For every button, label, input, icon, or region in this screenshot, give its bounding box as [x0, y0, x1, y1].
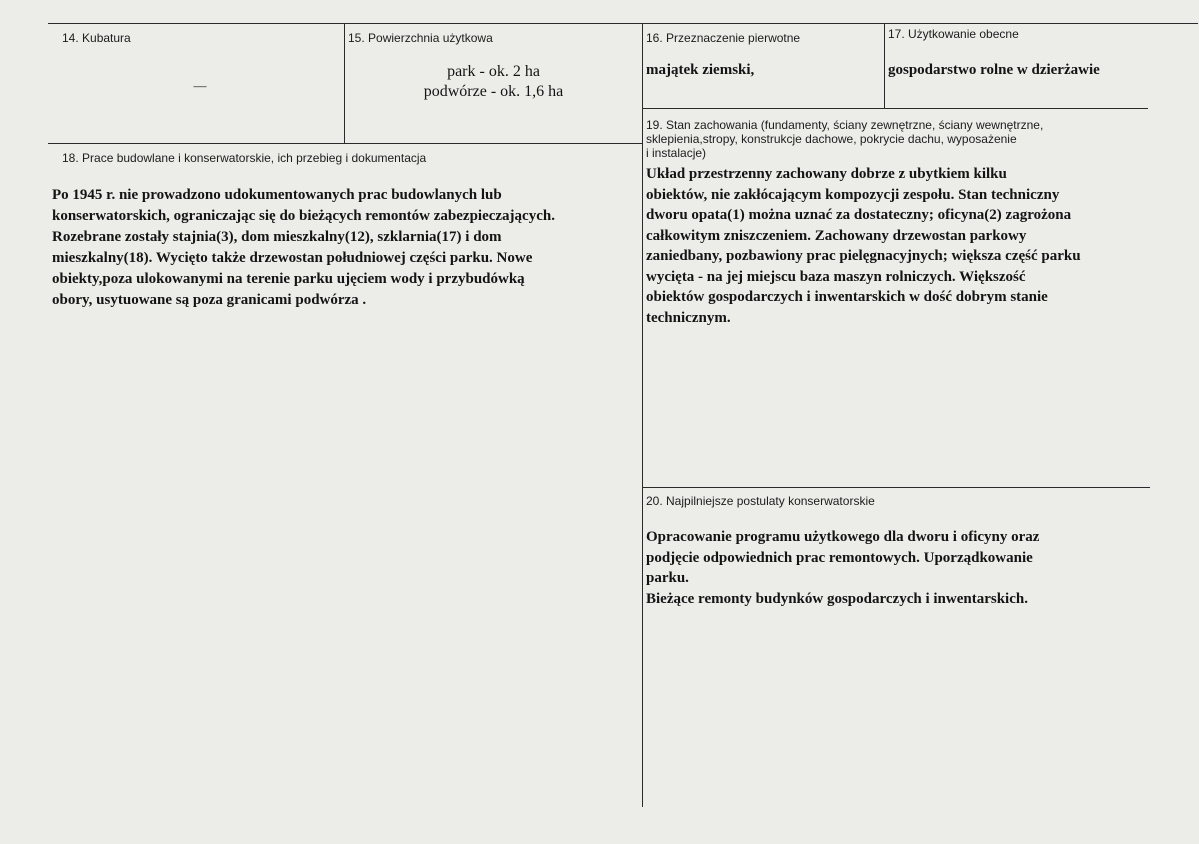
- przeznaczenie-value: majątek ziemski,: [646, 62, 755, 78]
- divider-16-17: [884, 23, 885, 108]
- uzytkowanie-label: 17. Użytkowanie obecne: [888, 27, 1019, 41]
- prace-text: Po 1945 r. nie prowadzono udokumentowanych prac budowlanych lub konserwatorskich, ograniczając się do bieżących remontów zabezpieczających. Rozebrane zostały stajnia(3), dom mieszkalny(12), szklarnia(17) i dom mieszkalny(18). Wycięto także drzewostan południowej części parku. Nowe obiekty,poza ulokowanymi na terenie parku ujęciem wody i przybudówką obory, usytuowane są poza granicami podwórza .: [52, 187, 555, 308]
- kubatura-label: 14. Kubatura: [62, 31, 131, 45]
- top-rule: [48, 23, 1198, 24]
- uzytkowanie-value: gospodarstwo rolne w dzierżawie: [888, 62, 1100, 78]
- rule-above-19: [642, 108, 1148, 109]
- powierzchnia-park: park - ok. 2 ha: [447, 63, 540, 80]
- divider-left-right: [642, 23, 643, 807]
- postulaty-text: Opracowanie programu użytkowego dla dworu i oficyny oraz podjęcie odpowiednich prac remontowych. Uporządkowanie parku. Bieżące remonty budynków gospodarczych i inwentarskich.: [646, 529, 1040, 607]
- rule-above-20: [642, 487, 1150, 488]
- stan-zachowania-text: Układ przestrzenny zachowany dobrze z ubytkiem kilku obiektów, nie zakłócającym kompozycji zespołu. Stan techniczny dworu opata(1) można uznać za dostateczny; oficyna(2) zagrożona całkowitym zniszczeniem. Zachowany drzewostan parkowy zaniedbany, pozbawiony prac pielęgnacyjnych; większa część parku wycięta - na jej miejscu baza maszyn rolniczych. Większość obiektów gospodarczych i inwentarskich w dość dobrym stanie technicznym.: [646, 166, 1081, 326]
- rule-above-18: [48, 143, 642, 144]
- postulaty-label: 20. Najpilniejsze postulaty konserwatorskie: [646, 494, 875, 508]
- powierzchnia-podworze: podwórze - ok. 1,6 ha: [423, 83, 564, 100]
- prace-label: 18. Prace budowlane i konserwatorskie, ich przebieg i dokumentacja: [62, 151, 427, 165]
- kubatura-value: —: [193, 78, 207, 93]
- przeznaczenie-label: 16. Przeznaczenie pierwotne: [646, 31, 801, 45]
- powierzchnia-label: 15. Powierzchnia użytkowa: [348, 31, 493, 45]
- stan-zachowania-label: 19. Stan zachowania (fundamenty, ściany zewnętrzne, ściany wewnętrzne, sklepienia,stropy, konstrukcje dachowe, pokrycie dachu, wyposażenie i instalacje): [646, 118, 1044, 160]
